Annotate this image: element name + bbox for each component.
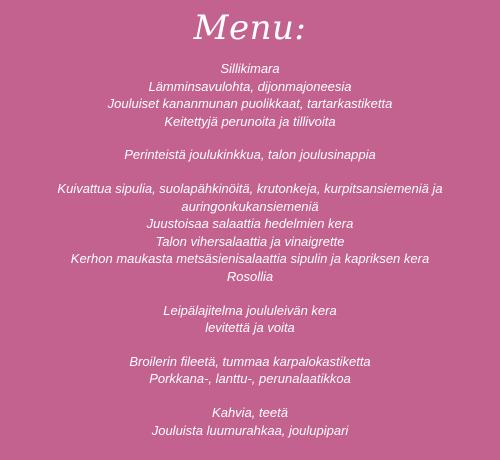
menu-title: Menu: — [193, 8, 307, 48]
menu-item: Rosollia — [226, 268, 274, 284]
course-main — [0, 353, 500, 388]
course-bread — [0, 302, 500, 337]
menu-item: Perinteistä joulukinkkua, talon joulusinappia — [124, 147, 376, 163]
menu-item: Sillikimara — [220, 61, 280, 76]
menu-item: Jouluiset kananmunan puolikkaat, tartarkastiketta — [107, 96, 393, 112]
menu-item: Jouluista luumurahkaa, joulupipari — [151, 422, 349, 438]
course-appetizers — [0, 60, 500, 130]
menu-item: levitettä ja voita — [205, 320, 295, 336]
menu-item: Kahvia, teetä — [212, 404, 288, 420]
menu-item: Leipälajitelma joululeivän kera — [163, 302, 337, 318]
course-salads — [0, 180, 500, 286]
menu-item: Talon vihersalaattia ja vinaigrette — [155, 233, 345, 249]
course-dessert — [0, 404, 500, 439]
menu-item: Keitettyjä perunoita ja tillivoita — [164, 113, 336, 129]
menu-item: Porkkana-, lanttu-, perunalaatikkoa — [149, 371, 351, 387]
menu-item: Juustoisaa salaattia hedelmien kera — [146, 216, 354, 232]
menu-item: Kerhon maukasta metsäsienisalaattia sipulin ja kapriksen kera — [70, 251, 430, 267]
menu-item: Kuivattua sipulia, suolapähkinöitä, krutonkeja, kurpitsansiemeniä ja — [57, 180, 443, 196]
course-ham — [0, 146, 500, 164]
menu-item: auringonkukansiemeniä — [181, 198, 319, 214]
menu-item: Lämminsavulohta, dijonmajoneesia — [148, 78, 352, 94]
menu-item: Broilerin fileetä, tummaa karpalokastiketta — [129, 353, 371, 369]
